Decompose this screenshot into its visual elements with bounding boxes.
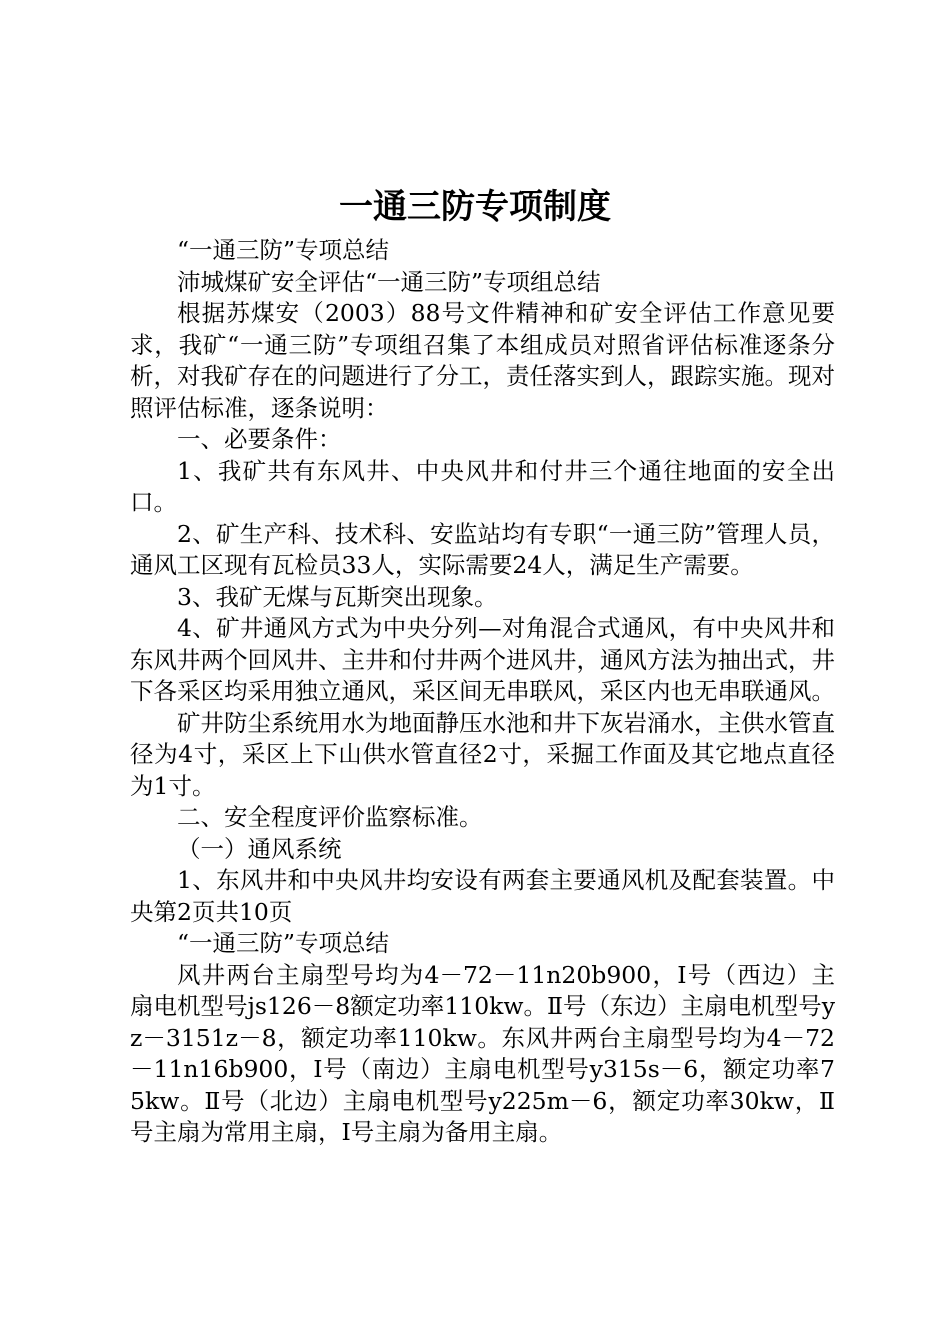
- paragraph-item-3: 3、我矿无煤与瓦斯突出现象。: [177, 582, 498, 611]
- paragraph-item-2: 2、矿生产科、技术科、安监站均有专职“一通三防”管理人员，通风工区现有瓦检员33人，实际需要24人，满足生产需要。: [130, 519, 835, 579]
- paragraph-intro: 根据苏煤安（2003）88号文件精神和矿安全评估工作意见要求，我矿“一通三防”专项组召集了本组成员对照省评估标准逐条分析，对我矿存在的问题进行了分工，责任落实到人，跟踪实施。现对照评估标准，逐条说明：: [130, 299, 835, 422]
- paragraph-heading-summary: “一通三防”专项总结: [177, 236, 390, 264]
- paragraph-fan-details: 风井两台主扇型号均为4－72－11n20b900，Ⅰ号（西边）主扇电机型号js126－8额定功率110kw。Ⅱ号（东边）主扇电机型号yz－3151z－8，额定功率110kw。东风井两台主扇型号均为4－72－11n16b900，Ⅰ号（南边）主扇电机型号y315s－6，额定功率75kw。Ⅱ号（北边）主扇电机型号y225m－6，额定功率30kw，Ⅱ号主扇为常用主扇，Ⅰ号主扇为备用主扇。: [130, 960, 835, 1146]
- paragraph-item-1: 1、我矿共有东风井、中央风井和付井三个通往地面的安全出口。: [130, 456, 835, 516]
- paragraph-repeated-heading: “一通三防”专项总结: [177, 929, 390, 957]
- paragraph-section-1: 一、必要条件：: [177, 425, 342, 453]
- paragraph-subsection-ventilation: （一）通风系统: [177, 834, 342, 863]
- paragraph-fan-item-1: 1、东风井和中央风井均安设有两套主要通风机及配套装置。中央第2页共10页: [130, 866, 835, 926]
- paragraph-section-2: 二、安全程度评价监察标准。: [177, 803, 483, 831]
- paragraph-item-4: 4、矿井通风方式为中央分列—对角混合式通风，有中央风井和东风井两个回风井、主井和付井两个进风井，通风方法为抽出式，井下各采区均采用独立通风，采区间无串联风，采区内也无串联通风。: [130, 614, 835, 705]
- paragraph-dust-water: 矿井防尘系统用水为地面静压水池和井下灰岩涌水，主供水管直径为4寸，采区上下山供水管直径2寸，采掘工作面及其它地点直径为1寸。: [130, 708, 835, 800]
- document-title: 一通三防专项制度: [339, 187, 611, 227]
- document-body: [130, 235, 835, 1149]
- paragraph-subheading: 沛城煤矿安全评估“一通三防”专项组总结: [177, 267, 601, 296]
